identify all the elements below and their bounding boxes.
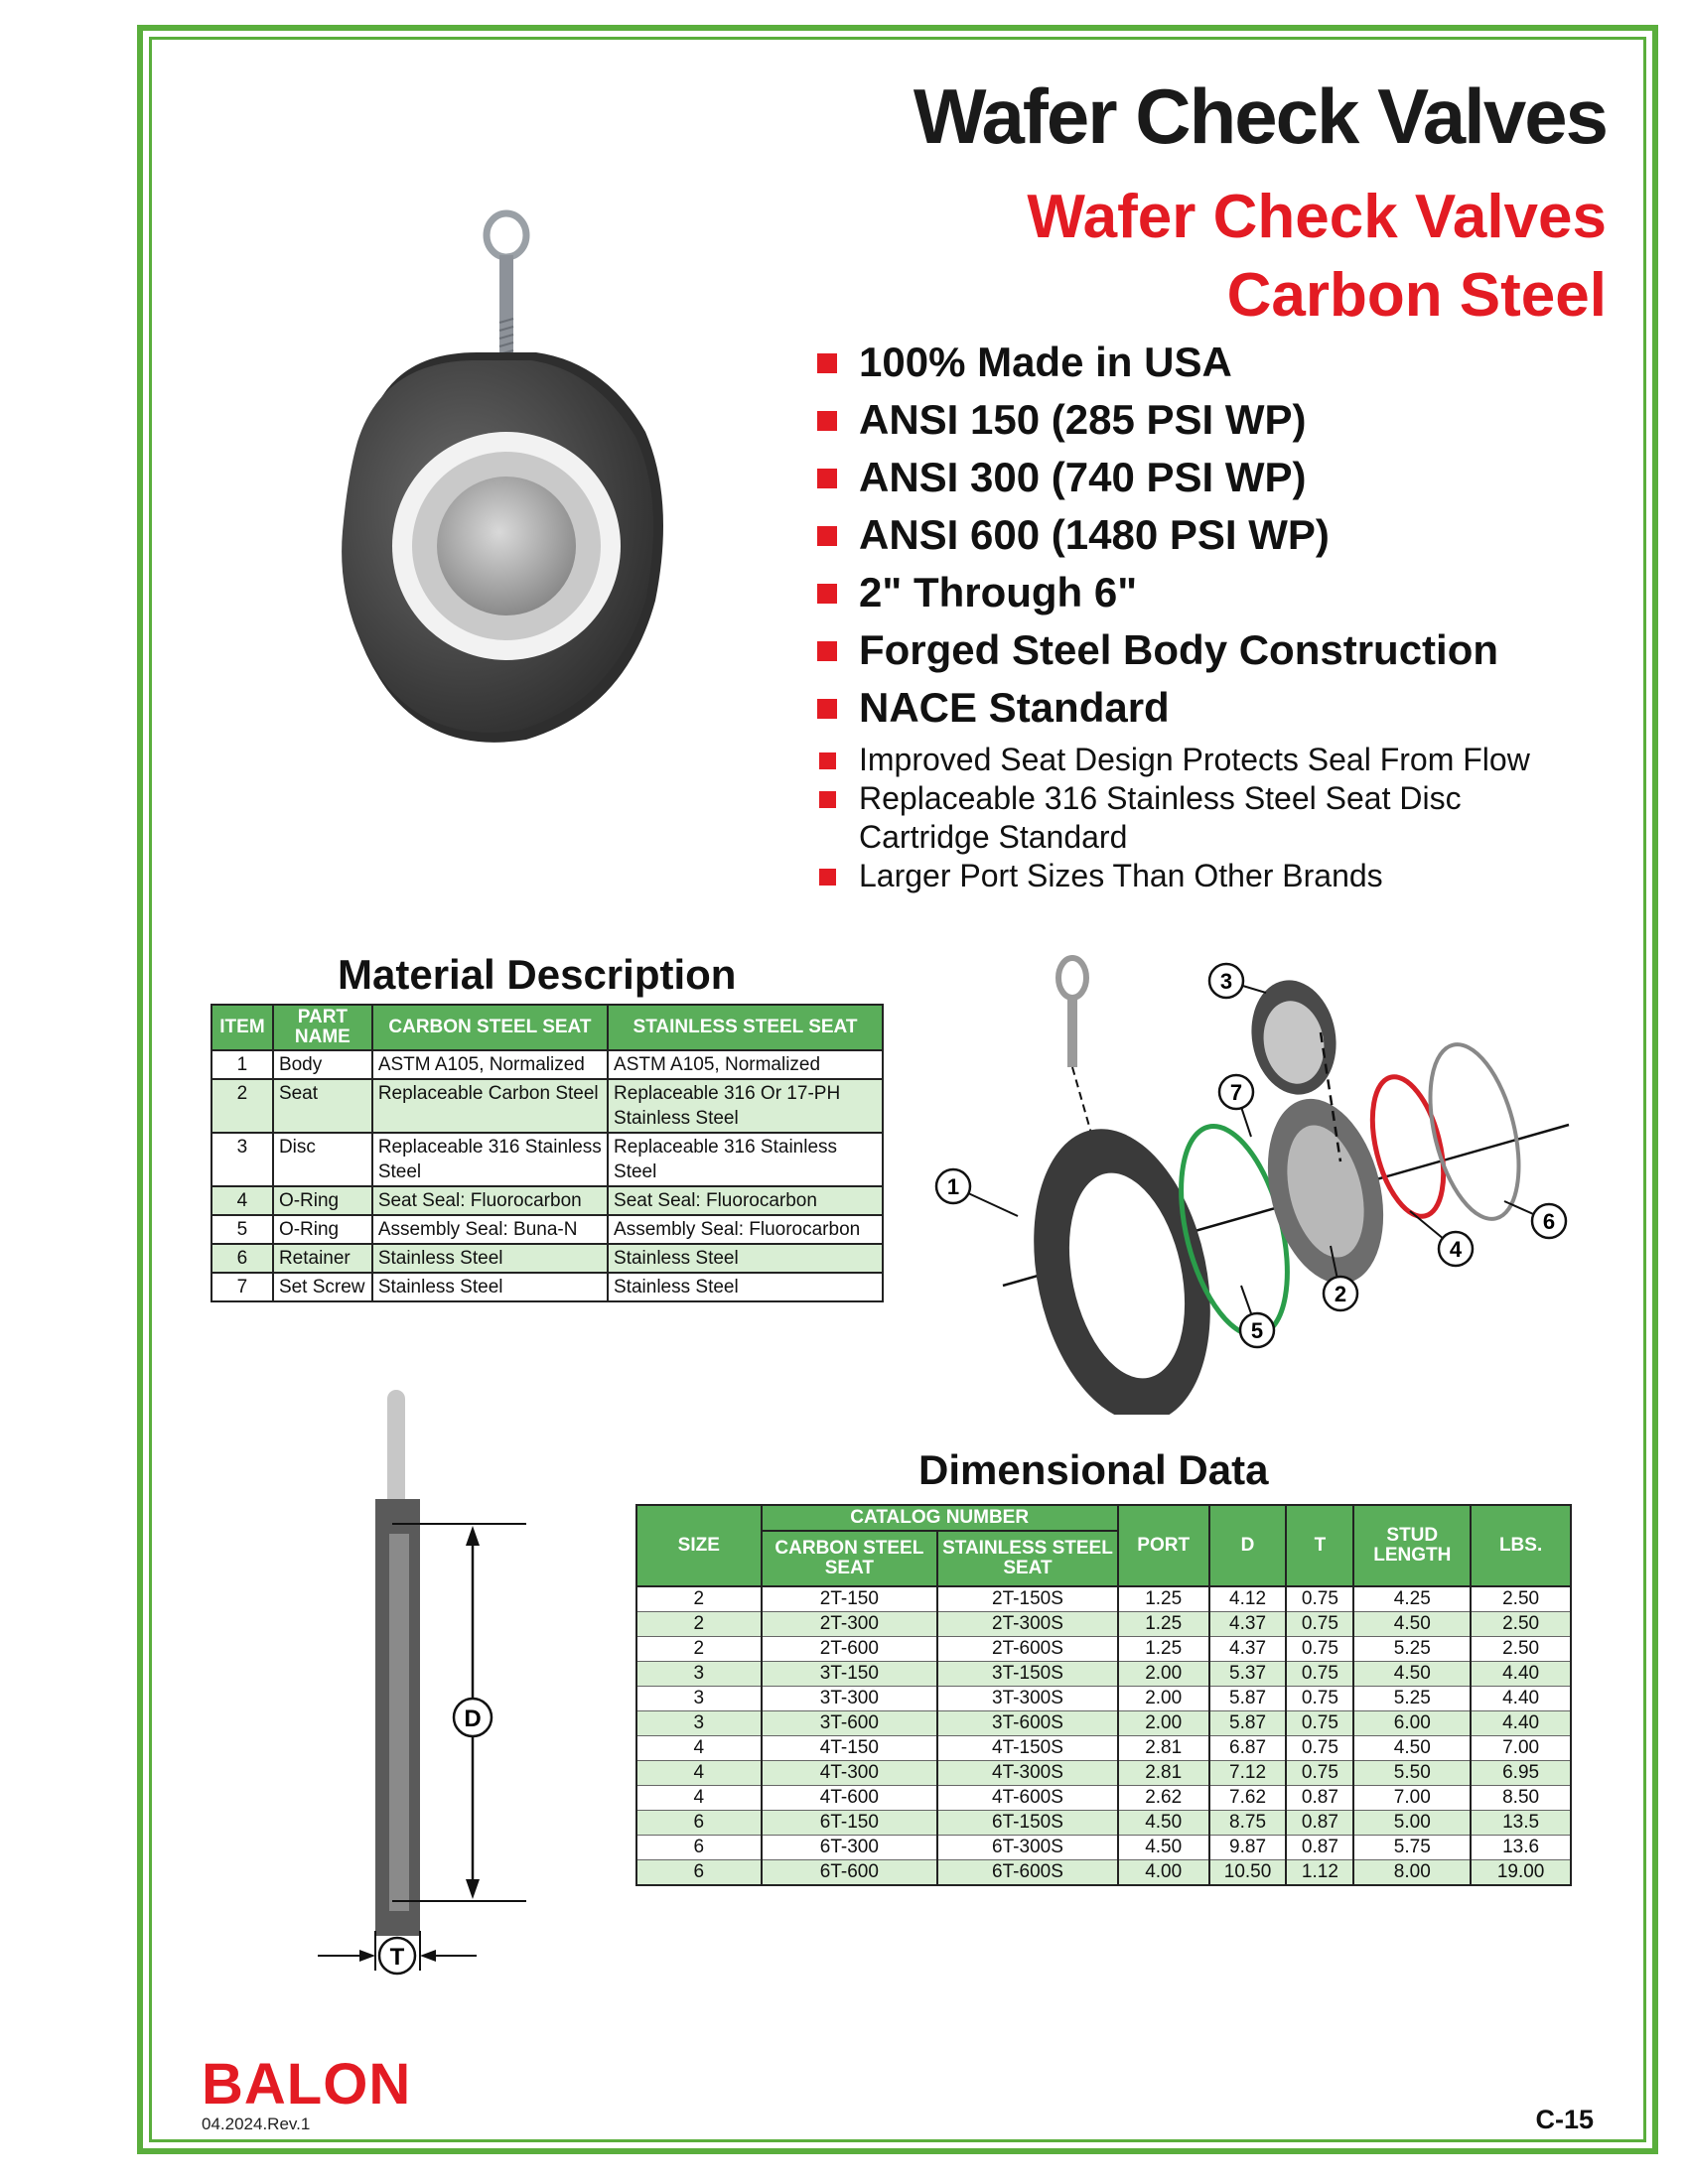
feature-item: ANSI 300 (740 PSI WP) <box>809 449 1498 506</box>
table-cell: 3 <box>636 1662 762 1687</box>
table-cell: 2T-300 <box>762 1612 938 1637</box>
dimension-d-label: D <box>464 1706 482 1732</box>
table-cell: 0.75 <box>1286 1687 1353 1711</box>
table-cell: 7.00 <box>1353 1786 1471 1811</box>
feature-item: 100% Made in USA <box>809 334 1498 391</box>
table-cell: 4T-600S <box>937 1786 1118 1811</box>
table-cell: 0.75 <box>1286 1662 1353 1687</box>
table-cell: 4.12 <box>1209 1586 1287 1612</box>
table-cell: 4T-600 <box>762 1786 938 1811</box>
callout-4: 4 <box>1449 1237 1463 1262</box>
table-row: 1 Body ASTM A105, Normalized ASTM A105, Normalized <box>211 1050 883 1079</box>
column-header: CARBON STEEL SEAT <box>762 1531 938 1586</box>
table-cell: 4.40 <box>1471 1687 1571 1711</box>
table-row <box>636 1860 1571 1886</box>
table-row <box>636 1662 1571 1687</box>
column-header: CARBON STEEL SEAT <box>372 1005 608 1050</box>
table-header-row <box>211 1005 883 1050</box>
table-cell: 8.75 <box>1209 1811 1287 1836</box>
table-cell: 3T-300S <box>937 1687 1118 1711</box>
table-cell: 2.50 <box>1471 1637 1571 1662</box>
feature-list-major <box>809 334 1498 737</box>
feature-item: Replaceable 316 Stainless Steel Seat Disc Cartridge Standard <box>809 779 1564 857</box>
red-square-bullet-icon <box>817 699 837 719</box>
table-cell: 4.50 <box>1353 1612 1471 1637</box>
red-square-bullet-icon <box>817 469 837 488</box>
side-view-drawing <box>298 1385 536 1980</box>
revision-code: 04.2024.Rev.1 <box>202 2115 311 2133</box>
table-row <box>636 1711 1571 1736</box>
table-row <box>636 1637 1571 1662</box>
column-header: CATALOG NUMBER <box>762 1505 1118 1531</box>
table-cell: 3 <box>636 1687 762 1711</box>
dimensional-table <box>635 1504 1572 1886</box>
table-cell: 3T-600S <box>937 1711 1118 1736</box>
column-header: T <box>1286 1505 1353 1586</box>
table-cell: 4 <box>636 1786 762 1811</box>
table-cell: 2.62 <box>1118 1786 1209 1811</box>
table-cell: 4.50 <box>1353 1662 1471 1687</box>
table-cell: 4T-300S <box>937 1761 1118 1786</box>
column-header: LBS. <box>1471 1505 1571 1586</box>
table-cell: 3T-300 <box>762 1687 938 1711</box>
table-cell: 1.25 <box>1118 1612 1209 1637</box>
table-cell: 4T-150S <box>937 1736 1118 1761</box>
table-cell: 6 <box>636 1836 762 1860</box>
table-cell: 2.00 <box>1118 1662 1209 1687</box>
red-square-bullet-icon <box>817 584 837 604</box>
table-cell: 2 <box>636 1637 762 1662</box>
table-cell: 5.37 <box>1209 1662 1287 1687</box>
table-row <box>636 1736 1571 1761</box>
column-header: STUD LENGTH <box>1353 1505 1471 1586</box>
table-cell: 3T-600 <box>762 1711 938 1736</box>
table-cell: 0.75 <box>1286 1736 1353 1761</box>
table-cell: 2T-300S <box>937 1612 1118 1637</box>
balon-logo: BALON <box>202 2052 412 2116</box>
table-cell: 2.81 <box>1118 1761 1209 1786</box>
table-cell: 5.25 <box>1353 1637 1471 1662</box>
table-cell: 0.75 <box>1286 1612 1353 1637</box>
table-cell: 4 <box>636 1761 762 1786</box>
table-cell: 6T-600 <box>762 1860 938 1886</box>
table-cell: 2.00 <box>1118 1687 1209 1711</box>
valve-photo <box>308 204 725 759</box>
table-cell: 2T-150S <box>937 1586 1118 1612</box>
feature-item: Improved Seat Design Protects Seal From Flow <box>809 741 1564 779</box>
table-cell: 0.87 <box>1286 1786 1353 1811</box>
table-cell: 4.40 <box>1471 1711 1571 1736</box>
table-row: 2 Seat Replaceable Carbon Steel Replaceable 316 Or 17-PH Stainless Steel <box>211 1079 883 1133</box>
table-cell: 7.62 <box>1209 1786 1287 1811</box>
table-cell: 4.50 <box>1118 1836 1209 1860</box>
table-cell: 1.25 <box>1118 1637 1209 1662</box>
table-cell: 9.87 <box>1209 1836 1287 1860</box>
table-cell: 6.87 <box>1209 1736 1287 1761</box>
table-cell: 1.25 <box>1118 1586 1209 1612</box>
table-row <box>636 1811 1571 1836</box>
table-cell: 13.6 <box>1471 1836 1571 1860</box>
table-cell: 0.87 <box>1286 1811 1353 1836</box>
table-row <box>636 1687 1571 1711</box>
table-cell: 5.75 <box>1353 1836 1471 1860</box>
table-cell: 2T-600 <box>762 1637 938 1662</box>
column-header: PART NAME <box>273 1005 372 1050</box>
table-cell: 7.12 <box>1209 1761 1287 1786</box>
page-number: C-15 <box>1535 2105 1594 2134</box>
red-square-bullet-icon <box>817 411 837 431</box>
feature-item: ANSI 600 (1480 PSI WP) <box>809 506 1498 564</box>
dimensional-data-title: Dimensional Data <box>918 1446 1269 1493</box>
table-cell: 4 <box>636 1736 762 1761</box>
table-cell: 0.75 <box>1286 1586 1353 1612</box>
material-table <box>211 1004 884 1302</box>
table-cell: 2 <box>636 1586 762 1612</box>
table-row: 7 Set Screw Stainless Steel Stainless Steel <box>211 1273 883 1301</box>
table-cell: 8.50 <box>1471 1786 1571 1811</box>
table-row: 3 Disc Replaceable 316 Stainless Steel Replaceable 316 Stainless Steel <box>211 1133 883 1186</box>
table-cell: 2.00 <box>1118 1711 1209 1736</box>
feature-item: Larger Port Sizes Than Other Brands <box>809 857 1564 895</box>
table-cell: 5.87 <box>1209 1687 1287 1711</box>
table-row <box>636 1612 1571 1637</box>
red-square-bullet-icon <box>819 752 836 769</box>
table-cell: 2.81 <box>1118 1736 1209 1761</box>
column-header: STAINLESS STEEL SEAT <box>937 1531 1118 1586</box>
table-cell: 3 <box>636 1711 762 1736</box>
table-cell: 10.50 <box>1209 1860 1287 1886</box>
table-cell: 3T-150S <box>937 1662 1118 1687</box>
material-description-title: Material Description <box>338 951 737 998</box>
table-cell: 5.00 <box>1353 1811 1471 1836</box>
callout-7: 7 <box>1229 1080 1243 1105</box>
exploded-view-diagram <box>923 948 1599 1415</box>
table-cell: 5.50 <box>1353 1761 1471 1786</box>
callout-2: 2 <box>1334 1282 1347 1306</box>
table-cell: 4.50 <box>1118 1811 1209 1836</box>
table-cell: 7.00 <box>1471 1736 1571 1761</box>
table-cell: 2.50 <box>1471 1612 1571 1637</box>
table-row <box>636 1786 1571 1811</box>
table-cell: 4T-300 <box>762 1761 938 1786</box>
table-cell: 13.5 <box>1471 1811 1571 1836</box>
table-cell: 0.75 <box>1286 1711 1353 1736</box>
feature-item: ANSI 150 (285 PSI WP) <box>809 391 1498 449</box>
dimension-t-label: T <box>389 1944 405 1971</box>
subtitle-line-1: Wafer Check Valves <box>1027 183 1607 251</box>
red-square-bullet-icon <box>817 353 837 373</box>
table-cell: 6.00 <box>1353 1711 1471 1736</box>
feature-item: Forged Steel Body Construction <box>809 621 1498 679</box>
column-header: PORT <box>1118 1505 1209 1586</box>
table-row: 5 O-Ring Assembly Seal: Buna-N Assembly Seal: Fluorocarbon <box>211 1215 883 1244</box>
table-cell: 8.00 <box>1353 1860 1471 1886</box>
table-cell: 6T-150 <box>762 1811 938 1836</box>
red-square-bullet-icon <box>817 641 837 661</box>
table-cell: 6.95 <box>1471 1761 1571 1786</box>
table-cell: 6T-300S <box>937 1836 1118 1860</box>
page-title: Wafer Check Valves <box>913 72 1607 160</box>
table-cell: 5.25 <box>1353 1687 1471 1711</box>
callout-5: 5 <box>1250 1318 1264 1343</box>
table-cell: 2 <box>636 1612 762 1637</box>
table-header-row <box>636 1505 1571 1531</box>
table-cell: 4.50 <box>1353 1736 1471 1761</box>
subtitle-line-2: Carbon Steel <box>1226 261 1607 330</box>
table-cell: 6T-300 <box>762 1836 938 1860</box>
table-cell: 2T-600S <box>937 1637 1118 1662</box>
table-cell: 6 <box>636 1860 762 1886</box>
callout-1: 1 <box>946 1174 960 1199</box>
table-cell: 4.37 <box>1209 1612 1287 1637</box>
table-cell: 0.75 <box>1286 1761 1353 1786</box>
table-cell: 4.40 <box>1471 1662 1571 1687</box>
table-row: 6 Retainer Stainless Steel Stainless Steel <box>211 1244 883 1273</box>
table-cell: 5.87 <box>1209 1711 1287 1736</box>
table-row <box>636 1586 1571 1612</box>
table-cell: 0.87 <box>1286 1836 1353 1860</box>
red-square-bullet-icon <box>817 526 837 546</box>
table-cell: 2T-150 <box>762 1586 938 1612</box>
table-row <box>636 1836 1571 1860</box>
callout-3: 3 <box>1219 969 1233 994</box>
column-header: D <box>1209 1505 1287 1586</box>
table-cell: 19.00 <box>1471 1860 1571 1886</box>
table-cell: 0.75 <box>1286 1637 1353 1662</box>
table-cell: 4.00 <box>1118 1860 1209 1886</box>
red-square-bullet-icon <box>819 791 836 808</box>
table-cell: 6T-600S <box>937 1860 1118 1886</box>
column-header: ITEM <box>211 1005 273 1050</box>
table-row <box>636 1761 1571 1786</box>
table-cell: 4T-150 <box>762 1736 938 1761</box>
table-row: 4 O-Ring Seat Seal: Fluorocarbon Seat Seal: Fluorocarbon <box>211 1186 883 1215</box>
table-cell: 2.50 <box>1471 1586 1571 1612</box>
table-cell: 4.37 <box>1209 1637 1287 1662</box>
feature-list-minor <box>809 741 1564 895</box>
table-cell: 1.12 <box>1286 1860 1353 1886</box>
table-cell: 3T-150 <box>762 1662 938 1687</box>
table-cell: 6 <box>636 1811 762 1836</box>
feature-item: 2" Through 6" <box>809 564 1498 621</box>
feature-item: NACE Standard <box>809 679 1498 737</box>
red-square-bullet-icon <box>819 869 836 886</box>
callout-6: 6 <box>1542 1209 1556 1234</box>
table-cell: 6T-150S <box>937 1811 1118 1836</box>
table-cell: 4.25 <box>1353 1586 1471 1612</box>
column-header: SIZE <box>636 1505 762 1586</box>
column-header: STAINLESS STEEL SEAT <box>608 1005 883 1050</box>
